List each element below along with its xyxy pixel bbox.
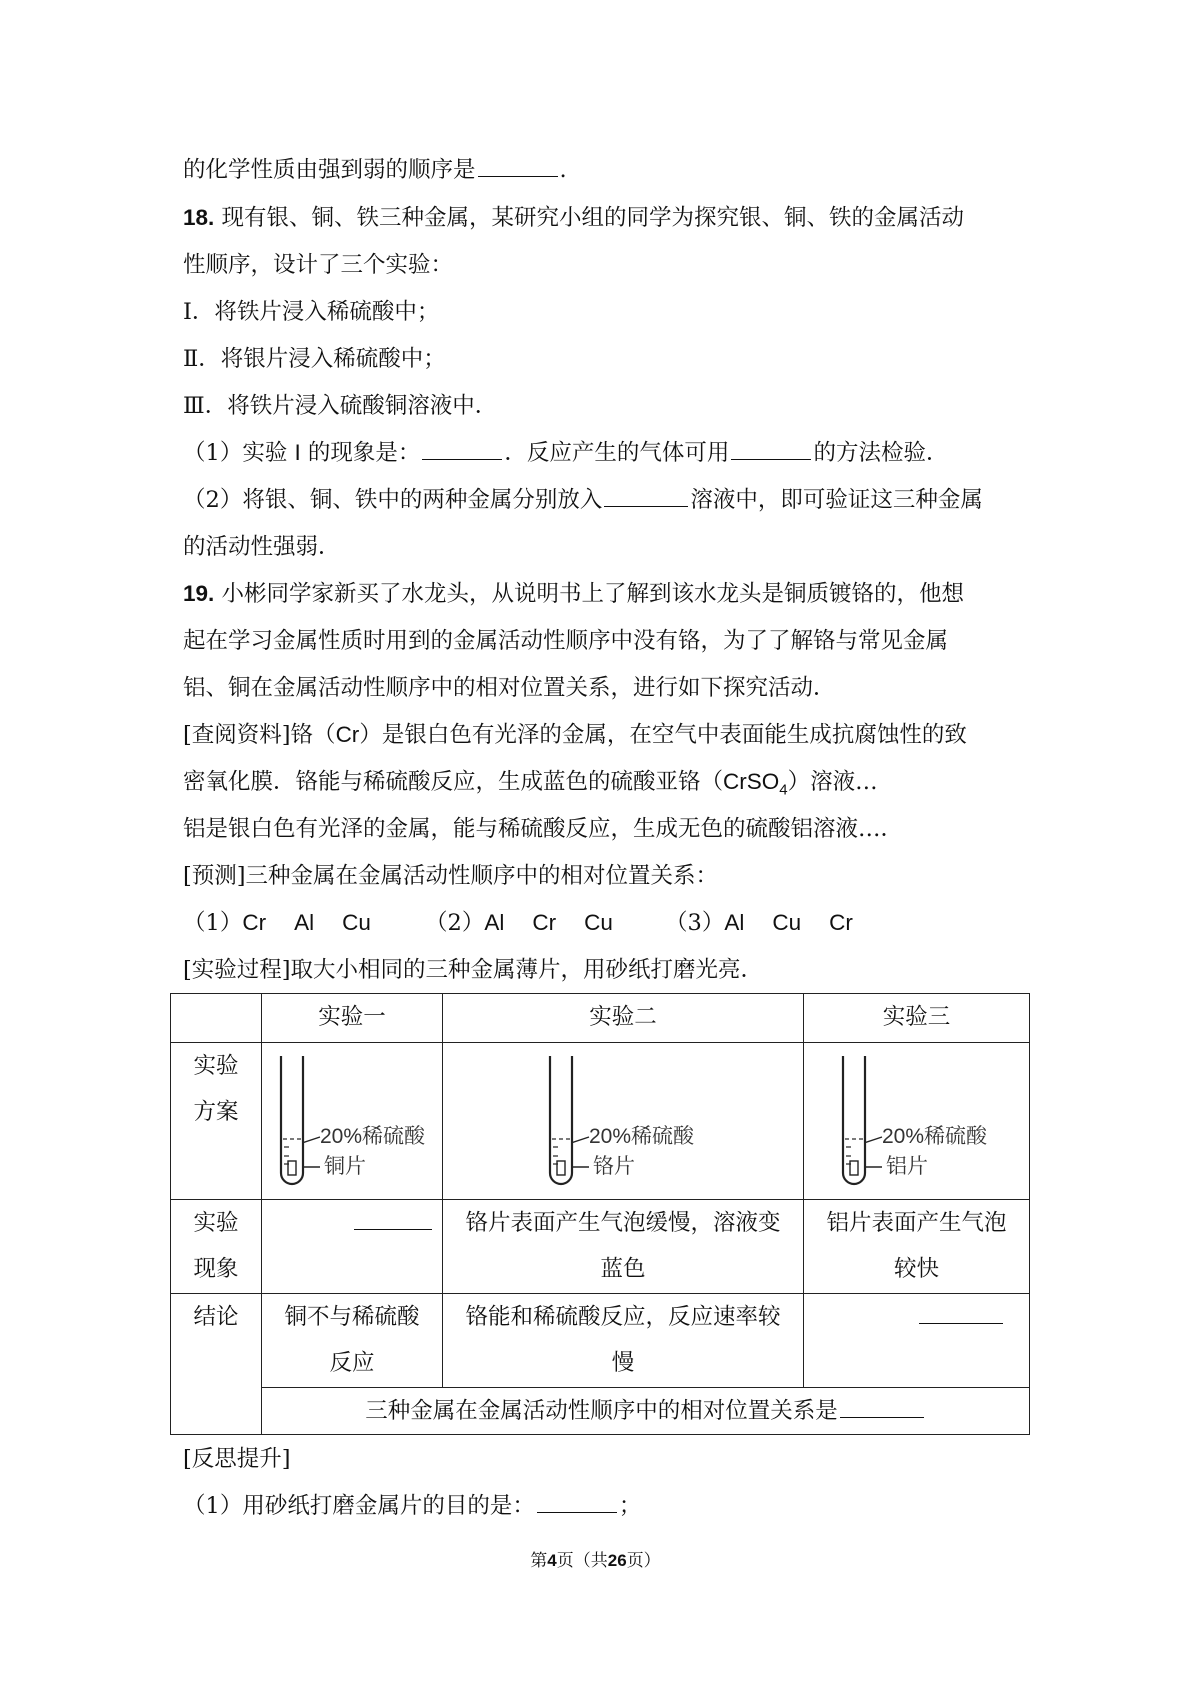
text: Al — [294, 910, 315, 935]
answer-blank[interactable] — [731, 458, 811, 460]
text: （1） — [183, 910, 243, 936]
text: 铝片表面产生气泡 — [826, 1210, 1007, 1236]
experiment-1 — [183, 297, 439, 327]
question-18-part2 — [183, 485, 983, 515]
text: 蓝色 — [600, 1256, 646, 1282]
summary-cell — [262, 1388, 1030, 1435]
text: 现有银、铜、铁三种金属，某研究小组的同学为探究银、铜、铁的金属活动 — [221, 205, 964, 231]
text: （1）用砂纸打磨金属片的目的是： — [183, 1493, 535, 1519]
answer-cell — [804, 1294, 1030, 1388]
text: [查阅资料]铬（ — [183, 722, 336, 748]
text: 铝是银白色有光泽的金属，能与稀硫酸反应，生成无色的硫酸铝溶液…． — [183, 816, 904, 842]
experiment-2 — [183, 344, 446, 374]
page-footer — [0, 1549, 1191, 1573]
text: ）是银白色有光泽的金属，在空气中表面能生成抗腐蚀性的致 — [359, 722, 967, 748]
reflect-q1 — [183, 1491, 641, 1521]
acid-label: 20%稀硫酸 — [320, 1125, 426, 1148]
text: Cu — [342, 910, 371, 935]
info-line3 — [183, 814, 903, 844]
question-19-line3 — [183, 673, 836, 703]
question-18-line1 — [183, 203, 964, 233]
question-18-part2-cont — [183, 532, 341, 562]
text: 三种金属在金属活动性顺序中的相对位置关系是 — [365, 1398, 838, 1424]
text: 起在学习金属性质时用到的金属活动性顺序中没有铬，为了了解铬与常见金属 — [183, 628, 949, 654]
info-line2 — [183, 767, 878, 806]
text: Ⅲ．将铁片浸入硫酸铜溶液中． — [183, 393, 498, 419]
text: [反思提升] — [183, 1446, 291, 1472]
answer-blank[interactable] — [840, 1416, 924, 1418]
table-header-row — [171, 994, 1030, 1043]
answer-blank[interactable] — [537, 1511, 617, 1513]
answer-blank[interactable] — [478, 175, 558, 177]
question-number: 19. — [183, 581, 215, 606]
text: Cr — [242, 910, 267, 935]
text: I — [294, 440, 301, 465]
text: . — [559, 157, 567, 183]
table-row-conclusion — [171, 1294, 1030, 1388]
table-header: 实验一 — [262, 994, 443, 1043]
text-cell — [804, 1200, 1030, 1294]
text: 的活动性强弱． — [183, 534, 341, 560]
text: 铬能和稀硫酸反应，反应速率较 — [465, 1304, 781, 1330]
text: Ⅰ．将铁片浸入稀硫酸中； — [183, 299, 440, 325]
question-18-line2 — [183, 250, 453, 280]
process-line — [183, 955, 763, 985]
prediction-3 — [665, 908, 853, 938]
metal-label: 铝片 — [886, 1154, 928, 1178]
text: 的化学性质由强到弱的顺序是 — [183, 157, 476, 183]
text: Ⅱ．将银片浸入稀硫酸中； — [183, 346, 446, 372]
text: 慢 — [611, 1350, 635, 1376]
text: 反应 — [329, 1350, 375, 1376]
answer-blank[interactable] — [919, 1322, 1003, 1324]
apparatus-cell — [804, 1043, 1030, 1200]
text: （3） — [665, 910, 725, 936]
question-18-part1 — [183, 438, 948, 468]
text: 小彬同学家新买了水龙头，从说明书上了解到该水龙头是铜质镀铬的，他想 — [221, 581, 964, 607]
text: 页（共 — [556, 1551, 608, 1571]
text: Al — [484, 910, 505, 935]
text: 性顺序，设计了三个实验： — [183, 252, 454, 278]
metal-label: 铜片 — [324, 1154, 366, 1178]
question-19-line2 — [183, 626, 948, 656]
answer-blank[interactable] — [354, 1228, 432, 1230]
apparatus-cell — [262, 1043, 443, 1200]
table-corner-cell — [171, 994, 262, 1043]
text: 溶液中，即可验证这三种金属 — [690, 487, 983, 513]
metal-label: 铬片 — [593, 1154, 635, 1178]
text: （2） — [425, 910, 485, 936]
acid-label: 20%稀硫酸 — [589, 1125, 695, 1148]
row-label — [171, 1200, 262, 1294]
text: Cr — [829, 910, 853, 935]
table-header: 实验二 — [443, 994, 804, 1043]
total-pages: 26 — [607, 1551, 627, 1570]
info-line1 — [183, 720, 967, 750]
text: Cu — [584, 910, 613, 935]
text: 铬片表面产生气泡缓慢，溶液变 — [465, 1210, 781, 1236]
text-line — [183, 155, 567, 185]
table-row-plan — [171, 1043, 1030, 1200]
page-number: 4 — [547, 1551, 557, 1570]
text-cell — [262, 1294, 443, 1388]
experiment-3 — [183, 391, 497, 421]
text: ； — [618, 1493, 642, 1519]
text: 现象 — [193, 1256, 239, 1282]
prediction-2 — [425, 908, 613, 938]
apparatus-cell — [443, 1043, 804, 1200]
text: [预测]三种金属在金属活动性顺序中的相对位置关系： — [183, 863, 719, 889]
text: [实验过程]取大小相同的三种金属薄片，用砂纸打磨光亮． — [183, 957, 764, 983]
answer-blank[interactable] — [422, 458, 502, 460]
text-cell — [443, 1200, 804, 1294]
reflect-heading — [183, 1444, 291, 1474]
prediction-1 — [183, 908, 371, 938]
question-number: 18. — [183, 205, 215, 230]
text: 较快 — [893, 1256, 939, 1282]
experiment-table — [170, 993, 1030, 1435]
text: （2）将银、铜、铁中的两种金属分别放入 — [183, 487, 603, 513]
text: Al — [724, 910, 745, 935]
text: Cr — [335, 722, 360, 747]
table-row-phenomenon — [171, 1200, 1030, 1294]
text: 密氧化膜．铬能与稀硫酸反应，生成蓝色的硫酸亚铬（ — [183, 769, 724, 795]
answer-blank[interactable] — [604, 505, 688, 507]
row-label: 结论 — [171, 1294, 262, 1435]
text: 铜不与稀硫酸 — [284, 1304, 420, 1330]
text: Cr — [532, 910, 557, 935]
text: CrSO — [723, 769, 780, 794]
answer-cell — [262, 1200, 443, 1294]
text-cell — [443, 1294, 804, 1388]
text: 实验 — [193, 1053, 239, 1079]
table-row-summary — [171, 1388, 1030, 1435]
row-label — [171, 1043, 262, 1200]
text: 实验 — [193, 1210, 239, 1236]
text: （1）实验 — [183, 440, 288, 466]
predict-line — [183, 861, 718, 891]
text: 方案 — [193, 1099, 239, 1125]
text: 铝、铜在金属活动性顺序中的相对位置关系，进行如下探究活动． — [183, 675, 836, 701]
text: 的现象是： — [307, 440, 421, 466]
text: 的方法检验． — [813, 440, 949, 466]
text: 4 — [779, 781, 788, 799]
text: 页） — [626, 1551, 661, 1571]
acid-label: 20%稀硫酸 — [882, 1125, 988, 1148]
text: Cu — [772, 910, 802, 935]
table-header: 实验三 — [804, 994, 1030, 1043]
text: 第 — [530, 1551, 548, 1571]
question-19-line1 — [183, 579, 964, 609]
text: ．反应产生的气体可用 — [504, 440, 730, 466]
text: ）溶液… — [787, 769, 878, 795]
